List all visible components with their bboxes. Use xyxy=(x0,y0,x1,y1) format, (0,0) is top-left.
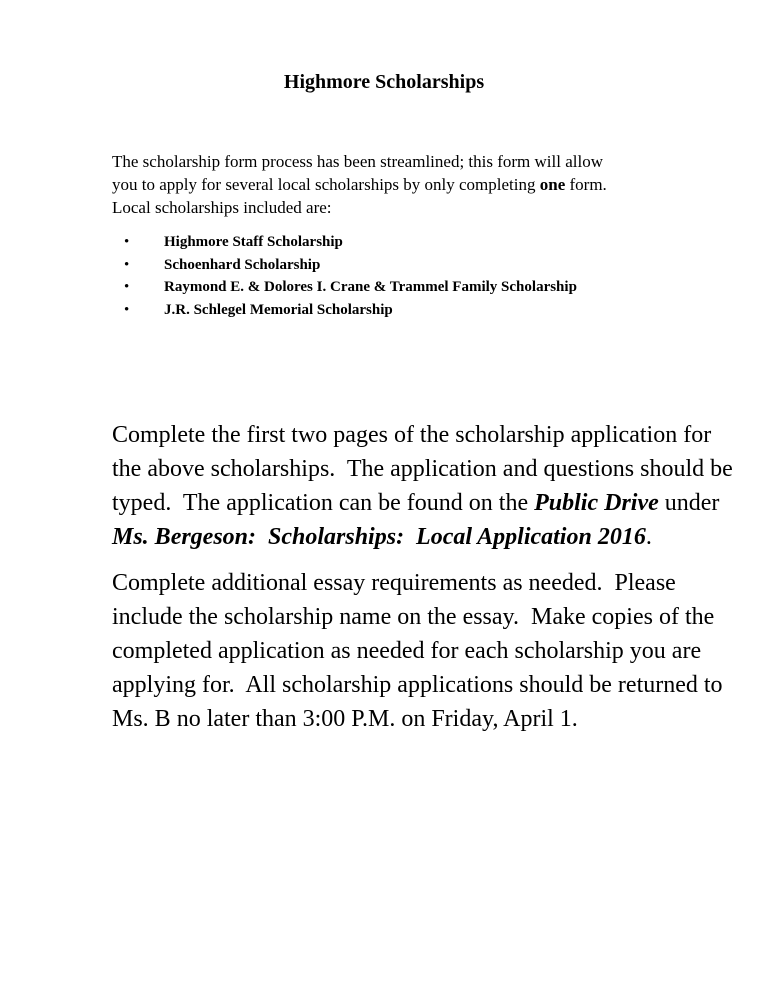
instructions-line: the above scholarships. The application and questions should be xyxy=(112,456,733,482)
instructions-paragraph xyxy=(112,418,733,554)
intro-emphasis: one xyxy=(539,175,566,194)
bullet-icon: • xyxy=(124,301,130,318)
instructions-line xyxy=(112,486,733,520)
additional-line: Complete additional essay requirements as needed. Please xyxy=(112,570,676,596)
additional-line: Ms. B no later than 3:00 P.M. on Friday, April 1. xyxy=(112,706,578,732)
intro-line: The scholarship form process has been streamlined; this form will allow xyxy=(112,152,603,171)
scholarship-name: Raymond E. & Dolores I. Crane & Trammel Family Scholarship xyxy=(164,279,577,295)
scholarship-name: Highmore Staff Scholarship xyxy=(164,234,343,250)
scholarship-name: Schoenhard Scholarship xyxy=(164,256,321,273)
instructions-line: Complete the first two pages of the scholarship application for xyxy=(112,422,712,448)
bullet-icon: • xyxy=(124,256,130,273)
bullet-icon: • xyxy=(124,279,130,295)
instructions-text: . xyxy=(645,524,652,550)
intro-text: form. xyxy=(565,175,607,194)
additional-paragraph xyxy=(112,566,723,736)
bullet-icon: • xyxy=(124,234,130,250)
scholarship-list xyxy=(124,231,577,321)
instructions-line xyxy=(112,520,733,554)
additional-line: include the scholarship name on the essay. Make copies of the xyxy=(112,604,715,630)
drive-location: Public Drive xyxy=(534,490,659,516)
folder-path: Ms. Bergeson: Scholarships: Local Application 2016 xyxy=(112,524,646,550)
intro-line: Local scholarships included are: xyxy=(112,198,332,217)
scholarship-name: J.R. Schlegel Memorial Scholarship xyxy=(164,301,393,318)
instructions-text: under xyxy=(658,490,720,516)
additional-line: applying for. All scholarship applications should be returned to xyxy=(112,672,723,698)
list-item xyxy=(124,299,577,322)
instructions-text: typed. The application can be found on the xyxy=(112,490,535,516)
list-item xyxy=(124,276,577,299)
additional-line: completed application as needed for each scholarship you are xyxy=(112,638,702,664)
intro-paragraph xyxy=(112,150,607,219)
intro-text: you to apply for several local scholarships by only completing xyxy=(112,175,540,194)
list-item xyxy=(124,254,577,277)
page-title: Highmore Scholarships xyxy=(283,71,485,93)
list-item xyxy=(124,231,577,254)
intro-line xyxy=(112,173,607,196)
